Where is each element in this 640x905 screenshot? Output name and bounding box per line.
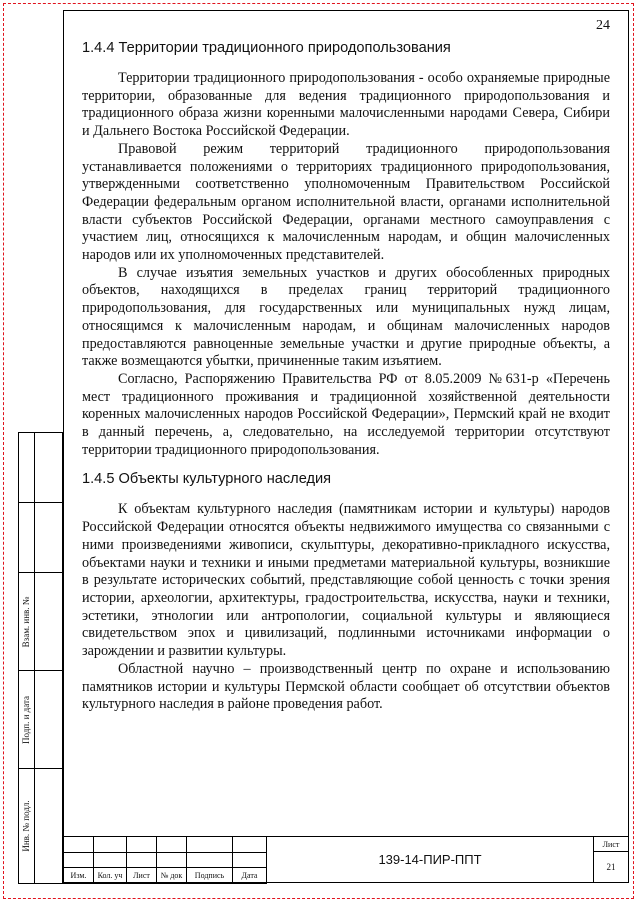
sheet-box xyxy=(594,836,629,883)
side-stamp-cell xyxy=(34,769,62,884)
side-stamp-cell xyxy=(34,503,62,573)
column-header-date: Дата xyxy=(233,868,267,884)
side-stamp-label-cell xyxy=(19,671,35,769)
paragraph: Согласно, Распоряжению Правительства РФ от 8.05.2009 №631-р «Перечень мест традиционного проживания и традиционной хозяйственной деятельности коренных малочисленных народов Российской Федерации», Пермский край не входит в данный перечень, а, следовательно, на исследуемой территории отсутствуют территории традиционного природопользования. xyxy=(82,370,610,458)
paragraph: Правовой режим территорий традиционного природопользования устанавливается положениями о территориях традиционного природопользования, утвержденными соответственно уполномоченным Правительством Российской Федерации федеральным органом исполнительной власти, органами исполнительной власти субъектов Российской Федерации, органами местного самоуправления с участием лиц, относящихся к малочисленным народам, и общин малочисленных народов или их уполномоченных представителей. xyxy=(82,140,610,264)
document-code: 139-14-ПИР-ППТ xyxy=(266,836,594,883)
column-header-count: Кол. уч xyxy=(94,868,127,884)
paragraph: В случае изъятия земельных участков и других обособленных природных объектов, находящихся в пределах границ территорий традиционного природопользования, для государственных или муниципальных нужд лицам, относящимся к малочисленным народам, и общинам малочисленных народов предоставляются равноценные земельные участки и другие природные объекты, а также возмещаются убытки, причиненные таким изъятием. xyxy=(82,264,610,370)
column-header-sheet: Лист xyxy=(127,868,157,884)
revision-grid xyxy=(63,836,266,883)
column-header-signature: Подпись xyxy=(187,868,233,884)
document-body xyxy=(82,30,610,714)
side-stamp-cell xyxy=(34,433,62,503)
sheet-label: Лист xyxy=(594,836,629,852)
column-header-doc-no: № док xyxy=(157,868,187,884)
side-stamp-cell xyxy=(19,503,35,573)
column-header-revision: Изм. xyxy=(64,868,94,884)
title-block xyxy=(63,836,629,883)
section-heading-cultural-heritage: 1.4.5 Объекты культурного наследия xyxy=(82,471,332,488)
side-stamp-label-cell xyxy=(19,769,35,884)
side-stamp xyxy=(18,432,63,883)
side-stamp-cell xyxy=(34,671,62,769)
side-stamp-label-replaced-inv: Взам. инв. № xyxy=(21,596,32,647)
side-stamp-cell xyxy=(19,433,35,503)
side-stamp-label-original-inv: Инв. № подл. xyxy=(21,800,32,852)
side-stamp-label-cell xyxy=(19,573,35,671)
page-number: 24 xyxy=(596,18,610,33)
paragraph: К объектам культурного наследия (памятникам истории и культуры) народов Российской Федерации относятся объекты недвижимого имущества со связанными с ними произведениями живописи, скульптуры, декоративно-прикладного искусства, объектами науки и техники и иными предметами материальной культуры, возникшие в результате исторических событий, представляющие собой ценность с точки зрения истории, археологии, архитектуры, градостроительства, искусства, науки и техники, эстетики, этнологии или антропологии, социальной культуры и являющиеся свидетельством эпох и цивилизаций, подлинными источниками информации о зарождении и развитии культуры. xyxy=(82,501,610,660)
section-heading-traditional-lands: 1.4.4 Территории традиционного природопользования xyxy=(82,40,451,56)
paragraph: Территории традиционного природопользования - особо охраняемые природные территории, образованные для ведения традиционного природопользования и традиционного образа жизни коренными малочисленными народами Севера, Сибири и Дальнего Востока Российской Федерации. xyxy=(82,70,610,140)
sheet-number: 21 xyxy=(594,852,629,883)
paragraph: Областной научно – производственный центр по охране и использованию памятников истории и культуры Пермской области сообщает об отсутствии объектов культурного наследия в районе проведения работ. xyxy=(82,660,610,713)
side-stamp-cell xyxy=(34,573,62,671)
side-stamp-label-signature-date: Подп. и дата xyxy=(21,695,32,744)
